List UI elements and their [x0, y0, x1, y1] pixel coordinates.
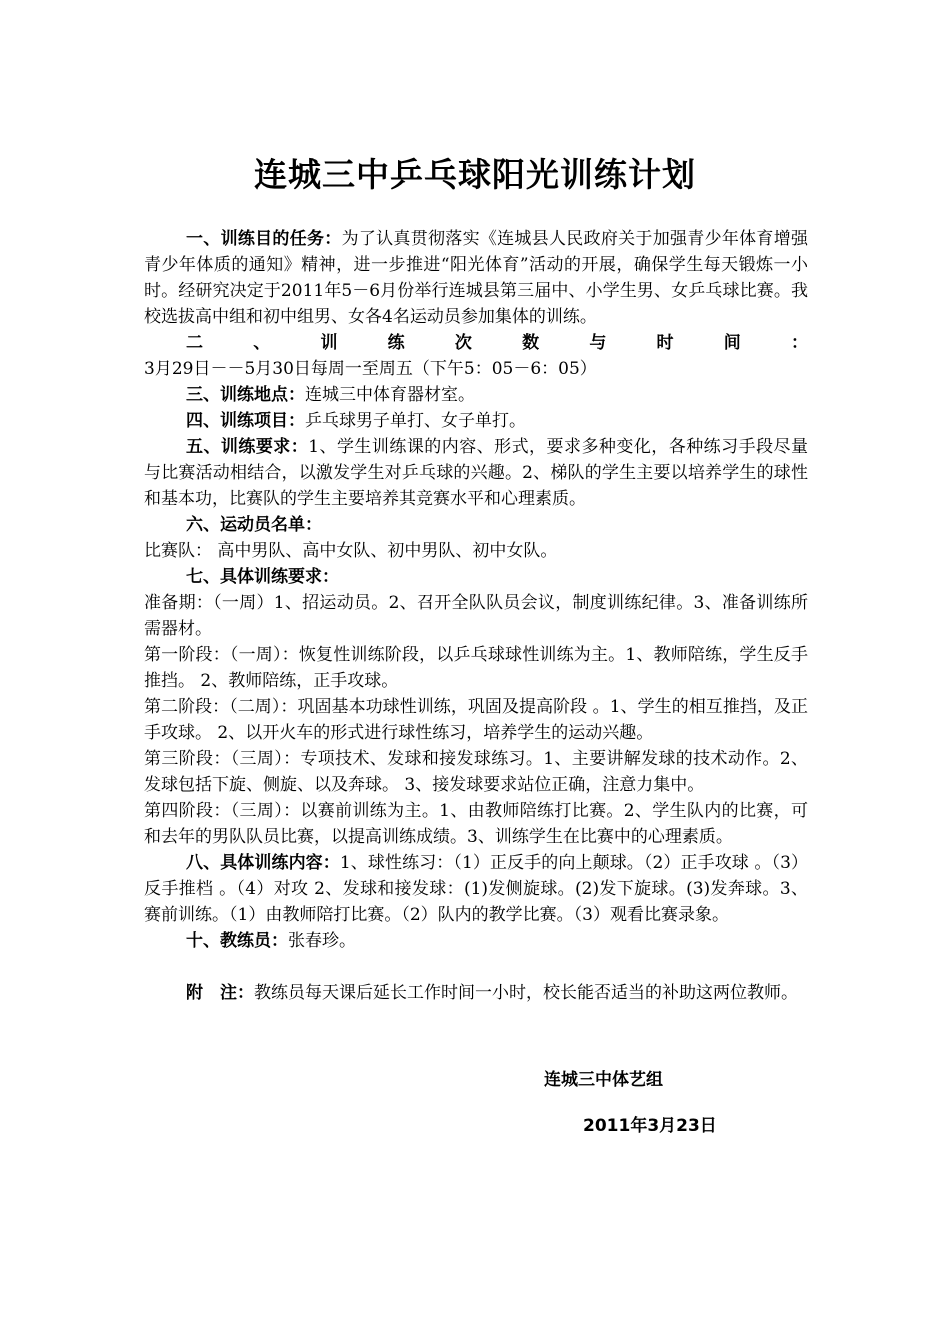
phase-4: 第四阶段：（三周）：以赛前训练为主。1、由教师陪练打比赛。2、学生队内的比赛，可和去年的男队队员比赛，以提高训练成绩。3、训练学生在比赛中的心理素质。 [144, 801, 808, 847]
signature-date: 2011年3月23日 [583, 1116, 717, 1136]
section-content [144, 850, 808, 928]
section-events [144, 408, 808, 434]
phase-2: 第二阶段：（二周）：巩固基本功球性训练，巩固及提高阶段 。1、学生的相互推挡，及正手攻球。 2、以开火车的形式进行球性练习，培养学生的运动兴趣。 [144, 697, 808, 743]
section-purpose-text: 为了认真贯彻落实《连城县人民政府关于加强青少年体育增强青少年体质的通知》精神，进一步推进“阳光体育”活动的开展，确保学生每天锻炼一小时。经研究决定于2011年5－6月份举行连城县第三届中、小学生男、女乒乓球比赛。我校选拔高中组和初中组男、女各4名运动员参加集体的训练。 [144, 229, 809, 327]
section-schedule [144, 330, 808, 382]
phase-prep: 准备期：（一周）1、招运动员。2、召开全队队员会议，制度训练纪律。3、准备训练所需器材。 [144, 593, 808, 639]
section-schedule-text: 3月29日－－5月30日每周一至周五（下午5：05－6：05） [144, 359, 597, 379]
section-content-heading: 八、具体训练内容： [186, 853, 340, 873]
section-requirements [144, 434, 808, 512]
document-title: 连城三中乒乓球阳光训练计划 [254, 155, 696, 194]
section-location-text: 连城三中体育器材室。 [305, 385, 475, 405]
section-coach-heading: 十、教练员： [186, 931, 288, 951]
phase-3: 第三阶段：（三周）：专项技术、发球和接发球练习。1、主要讲解发球的技术动作。2、发球包括下旋、侧旋、以及奔球。 3、接发球要求站位正确，注意力集中。 [144, 749, 808, 795]
section-note-text: 教练员每天课后延长工作时间一小时，校长能否适当的补助这两位教师。 [254, 983, 798, 1003]
section-events-heading: 四、训练项目： [186, 411, 305, 431]
section-coach [144, 928, 808, 954]
document-body [144, 226, 808, 1006]
section-requirements-text: 1、学生训练课的内容、形式，要求多种变化，各种练习手段尽量与比赛活动相结合，以激发学生对乒乓球的兴趣。2、梯队的学生主要以培养学生的球性和基本功，比赛队的学生主要培养其竞赛水平和心理素质。 [144, 437, 808, 509]
signature-org: 连城三中体艺组 [544, 1070, 663, 1090]
phase-1: 第一阶段：（一周）：恢复性训练阶段，以乒乓球球性训练为主。1、教师陪练，学生反手推挡。 2、教师陪练，正手攻球。 [144, 645, 808, 691]
section-roster-heading: 六、运动员名单： [186, 515, 322, 535]
section-specific-heading-line [144, 564, 808, 590]
section-coach-text: 张春珍。 [288, 931, 356, 951]
section-purpose-heading: 一、训练目的任务： [186, 229, 342, 249]
section-content-text: 1、球性练习：（1）正反手的向上颠球。（2）正手攻球 。（3）反手推档 。（4）对攻 2、发球和接发球：(1)发侧旋球。(2)发下旋球。(3)发奔球。3、赛前训练。（1）由教师陪打比赛。（2）队内的教学比赛。（3）观看比赛录象。 [144, 853, 809, 925]
section-schedule-heading: 二、训练次数与时间： [186, 333, 808, 353]
section-events-text: 乒乓球男子单打、女子单打。 [305, 411, 526, 431]
section-purpose [144, 226, 808, 330]
section-location [144, 382, 808, 408]
section-location-heading: 三、训练地点： [186, 385, 305, 405]
section-requirements-heading: 五、训练要求： [186, 437, 309, 457]
section-note [144, 980, 808, 1006]
section-roster-text: 比赛队： 高中男队、高中女队、初中男队、初中女队。 [144, 541, 558, 561]
section-specific-heading: 七、具体训练要求： [186, 567, 339, 587]
section-note-heading: 附 注： [186, 983, 254, 1003]
spacer [144, 954, 808, 980]
section-roster-heading-line [144, 512, 808, 538]
